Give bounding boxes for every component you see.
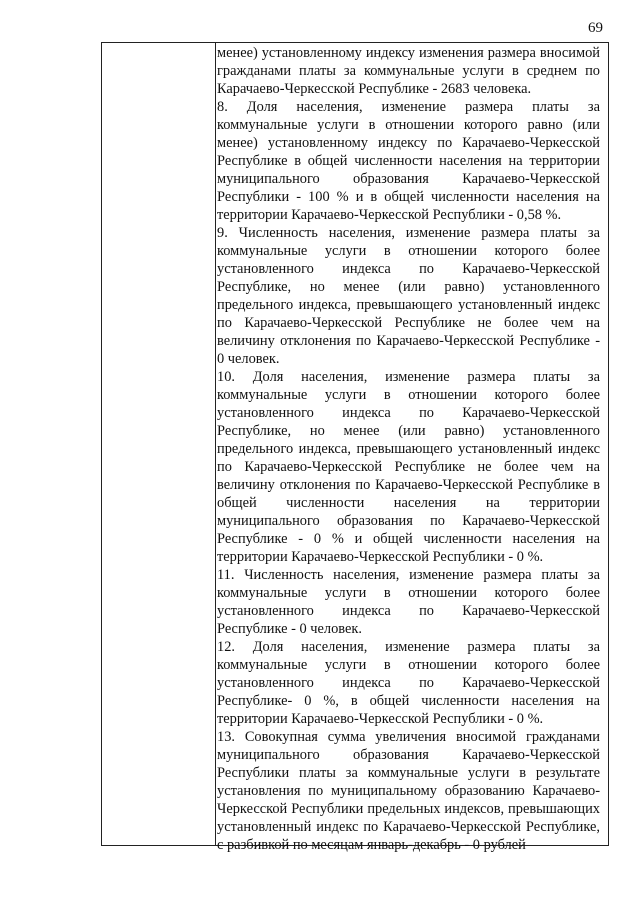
paragraph-continuation: менее) установленному индексу изменения размера вносимой гражданами платы за коммунальные услуги в среднем по Карачаево-Черкесской Республике - 2683 человека.: [217, 45, 600, 97]
document-table: [101, 42, 609, 853]
table-left-column: [102, 43, 216, 845]
paragraph-item-9: 9. Численность населения, изменение размера платы за коммунальные услуги в отношении которого более установленного индекса по Карачаево-Черкесской Республике, но менее (или равно) установленного предельного индекса, превышающего установленный индекс по Карачаево-Черкесской Республике не более чем на величину отклонения по Карачаево-Черкесской Республике - 0 человек.: [217, 225, 600, 367]
paragraph-item-13: 13. Совокупная сумма увеличения вносимой гражданами муниципального образования Карачаево-Черкесской Республики платы за коммунальные услуги в результате установления по муниципальному образованию Карачаево-Черкесской Республики предельных индексов, превышающих установленный индекс по Карачаево-Черкесской Республике, с разбивкой по месяцам январь-декабрь - 0 рублей: [217, 729, 600, 853]
paragraph-item-10: 10. Доля населения, изменение размера платы за коммунальные услуги в отношении которого более установленного индекса по Карачаево-Черкесской Республике, но менее (или равно) установленного предельного индекса, превышающего установленный индекс по Карачаево-Черкесской Республике не более чем на величину отклонения по Карачаево-Черкесской Республике в общей численности населения на территории муниципального образования по Карачаево-Черкесской Республике - 0 % и общей численности населения на территории Карачаево-Черкесской Республики - 0 %.: [217, 369, 600, 565]
paragraph-item-8: 8. Доля населения, изменение размера платы за коммунальные услуги в отношении которого равно (или менее) установленному индексу по Карачаево-Черкесской Республике в общей численности населения на территории муниципального образования Карачаево-Черкесской Республики - 100 % и в общей численности населения на территории Карачаево-Черкесской Республики - 0,58 %.: [217, 99, 600, 223]
paragraph-item-12: 12. Доля населения, изменение размера платы за коммунальные услуги в отношении которого более установленного индекса по Карачаево-Черкесской Республике- 0 %, в общей численности населения на территории Карачаево-Черкесской Республики - 0 %.: [217, 639, 600, 727]
table-right-column: [217, 44, 600, 854]
page-number: 69: [588, 20, 603, 36]
paragraph-item-11: 11. Численность населения, изменение размера платы за коммунальные услуги в отношении которого более установленного индекса по Карачаево-Черкесской Республике - 0 человек.: [217, 567, 600, 637]
